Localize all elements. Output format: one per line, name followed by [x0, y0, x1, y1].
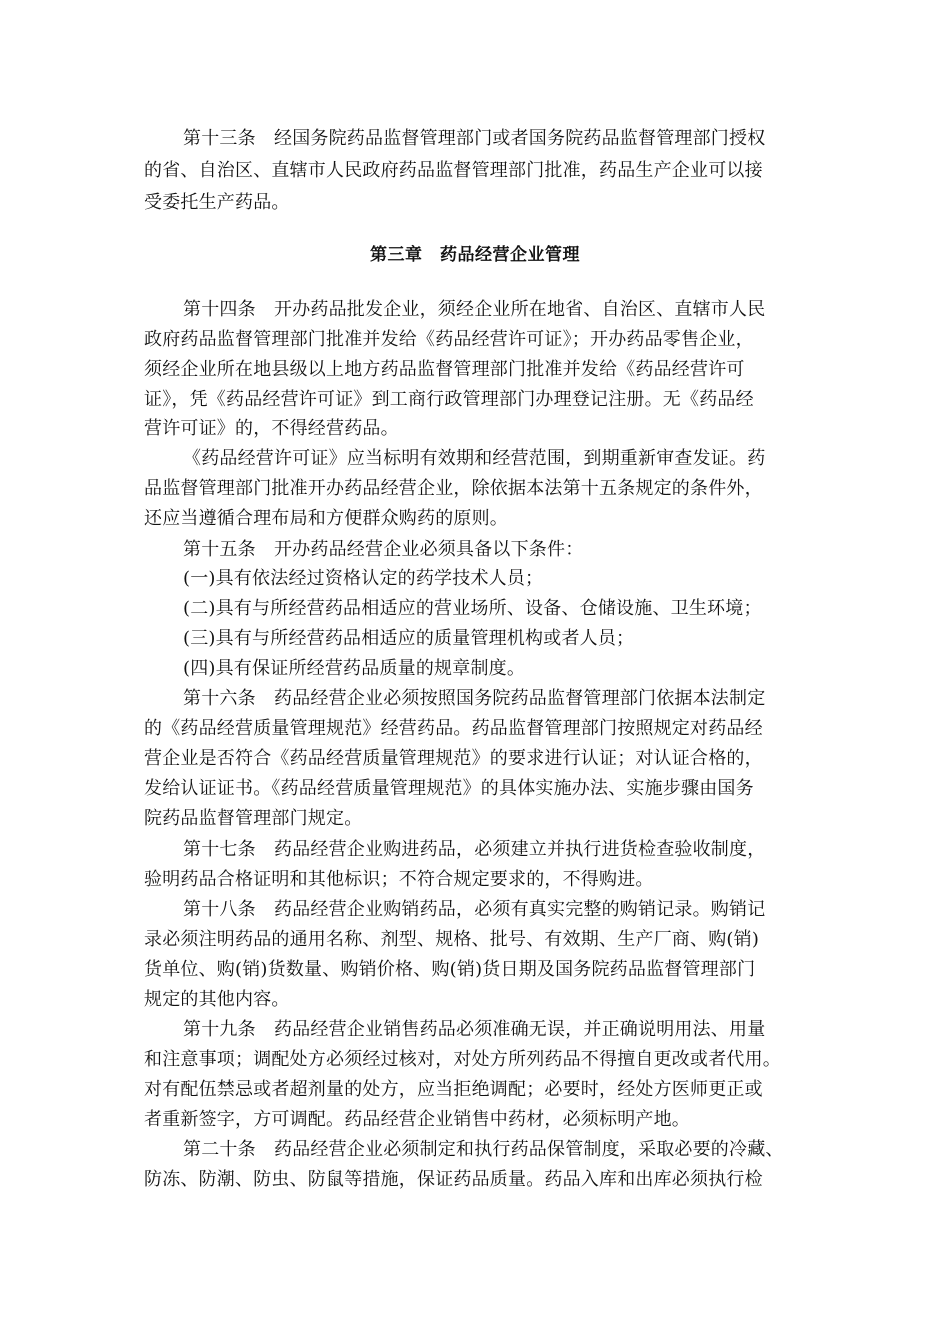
article-14-line-1: 第十四条 开办药品批发企业，须经企业所在地省、自治区、直辖市人民 [183, 299, 766, 320]
article-20-line-1: 第二十条 药品经营企业必须制定和执行药品保管制度，采取必要的冷藏、 [183, 1139, 784, 1160]
article-16-line-1: 第十六条 药品经营企业必须按照国务院药品监督管理部门依据本法制定 [183, 688, 766, 709]
article-18-line-4: 规定的其他内容。 [144, 989, 290, 1010]
article-14-line-4: 证》，凭《药品经营许可证》到工商行政管理部门办理登记注册。无《药品经 [144, 389, 754, 410]
article-13-line-2: 的省、自治区、直辖市人民政府药品监督管理部门批准，药品生产企业可以接 [144, 160, 763, 181]
chapter-title: 第三章 药品经营企业管理 [370, 245, 580, 265]
article-14-para2-line-1: 《药品经营许可证》应当标明有效期和经营范围，到期重新审查发证。药 [183, 448, 766, 469]
article-15-item-1: (一)具有依法经过资格认定的药学技术人员； [183, 568, 544, 589]
article-15-item-2: (二)具有与所经营药品相适应的营业场所、设备、仓储设施、卫生环境； [183, 598, 762, 619]
article-17-line-2: 验明药品合格证明和其他标识；不符合规定要求的，不得购进。 [144, 869, 654, 890]
article-15-item-3: (三)具有与所经营药品相适应的质量管理机构或者人员； [183, 628, 635, 649]
article-17-line-1: 第十七条 药品经营企业购进药品，必须建立并执行进货检查验收制度， [183, 839, 766, 860]
article-14-line-2: 政府药品监督管理部门批准并发给《药品经营许可证》；开办药品零售企业， [144, 329, 754, 350]
article-19-line-4: 者重新签字，方可调配。药品经营企业销售中药材，必须标明产地。 [144, 1109, 690, 1130]
article-16-line-5: 院药品监督管理部门规定。 [144, 808, 363, 829]
article-20-line-2: 防冻、防潮、防虫、防鼠等措施，保证药品质量。药品入库和出库必须执行检 [144, 1169, 763, 1190]
article-18-line-1: 第十八条 药品经营企业购销药品，必须有真实完整的购销记录。购销记 [183, 899, 766, 920]
article-14-line-5: 营许可证》的，不得经营药品。 [144, 418, 399, 439]
article-14-para2-line-3: 还应当遵循合理布局和方便群众购药的原则。 [144, 508, 508, 529]
article-14-line-3: 须经企业所在地县级以上地方药品监督管理部门批准并发给《药品经营许可 [144, 359, 745, 380]
article-13-line-3: 受委托生产药品。 [144, 192, 290, 213]
article-16-line-3: 营企业是否符合《药品经营质量管理规范》的要求进行认证；对认证合格的， [144, 748, 763, 769]
article-16-line-2: 的《药品经营质量管理规范》经营药品。药品监督管理部门按照规定对药品经 [144, 718, 763, 739]
article-15-line-1: 第十五条 开办药品经营企业必须具备以下条件： [183, 539, 584, 560]
article-18-line-3: 货单位、购(销)货数量、购销价格、购(销)货日期及国务院药品监督管理部门 [144, 959, 756, 980]
article-14-para2-line-2: 品监督管理部门批准开办药品经营企业，除依据本法第十五条规定的条件外， [144, 478, 763, 499]
article-16-line-4: 发给认证证书。《药品经营质量管理规范》的具体实施办法、实施步骤由国务 [144, 778, 754, 799]
article-19-line-3: 对有配伍禁忌或者超剂量的处方，应当拒绝调配；必要时，经处方医师更正或 [144, 1079, 763, 1100]
article-19-line-2: 和注意事项；调配处方必须经过核对，对处方所列药品不得擅自更改或者代用。 [144, 1049, 781, 1070]
article-15-item-4: (四)具有保证所经营药品质量的规章制度。 [183, 658, 526, 679]
article-18-line-2: 录必须注明药品的通用名称、剂型、规格、批号、有效期、生产厂商、购(销) [144, 929, 760, 950]
article-13-line-1: 第十三条 经国务院药品监督管理部门或者国务院药品监督管理部门授权 [183, 128, 766, 149]
article-19-line-1: 第十九条 药品经营企业销售药品必须准确无误，并正确说明用法、用量 [183, 1019, 766, 1040]
